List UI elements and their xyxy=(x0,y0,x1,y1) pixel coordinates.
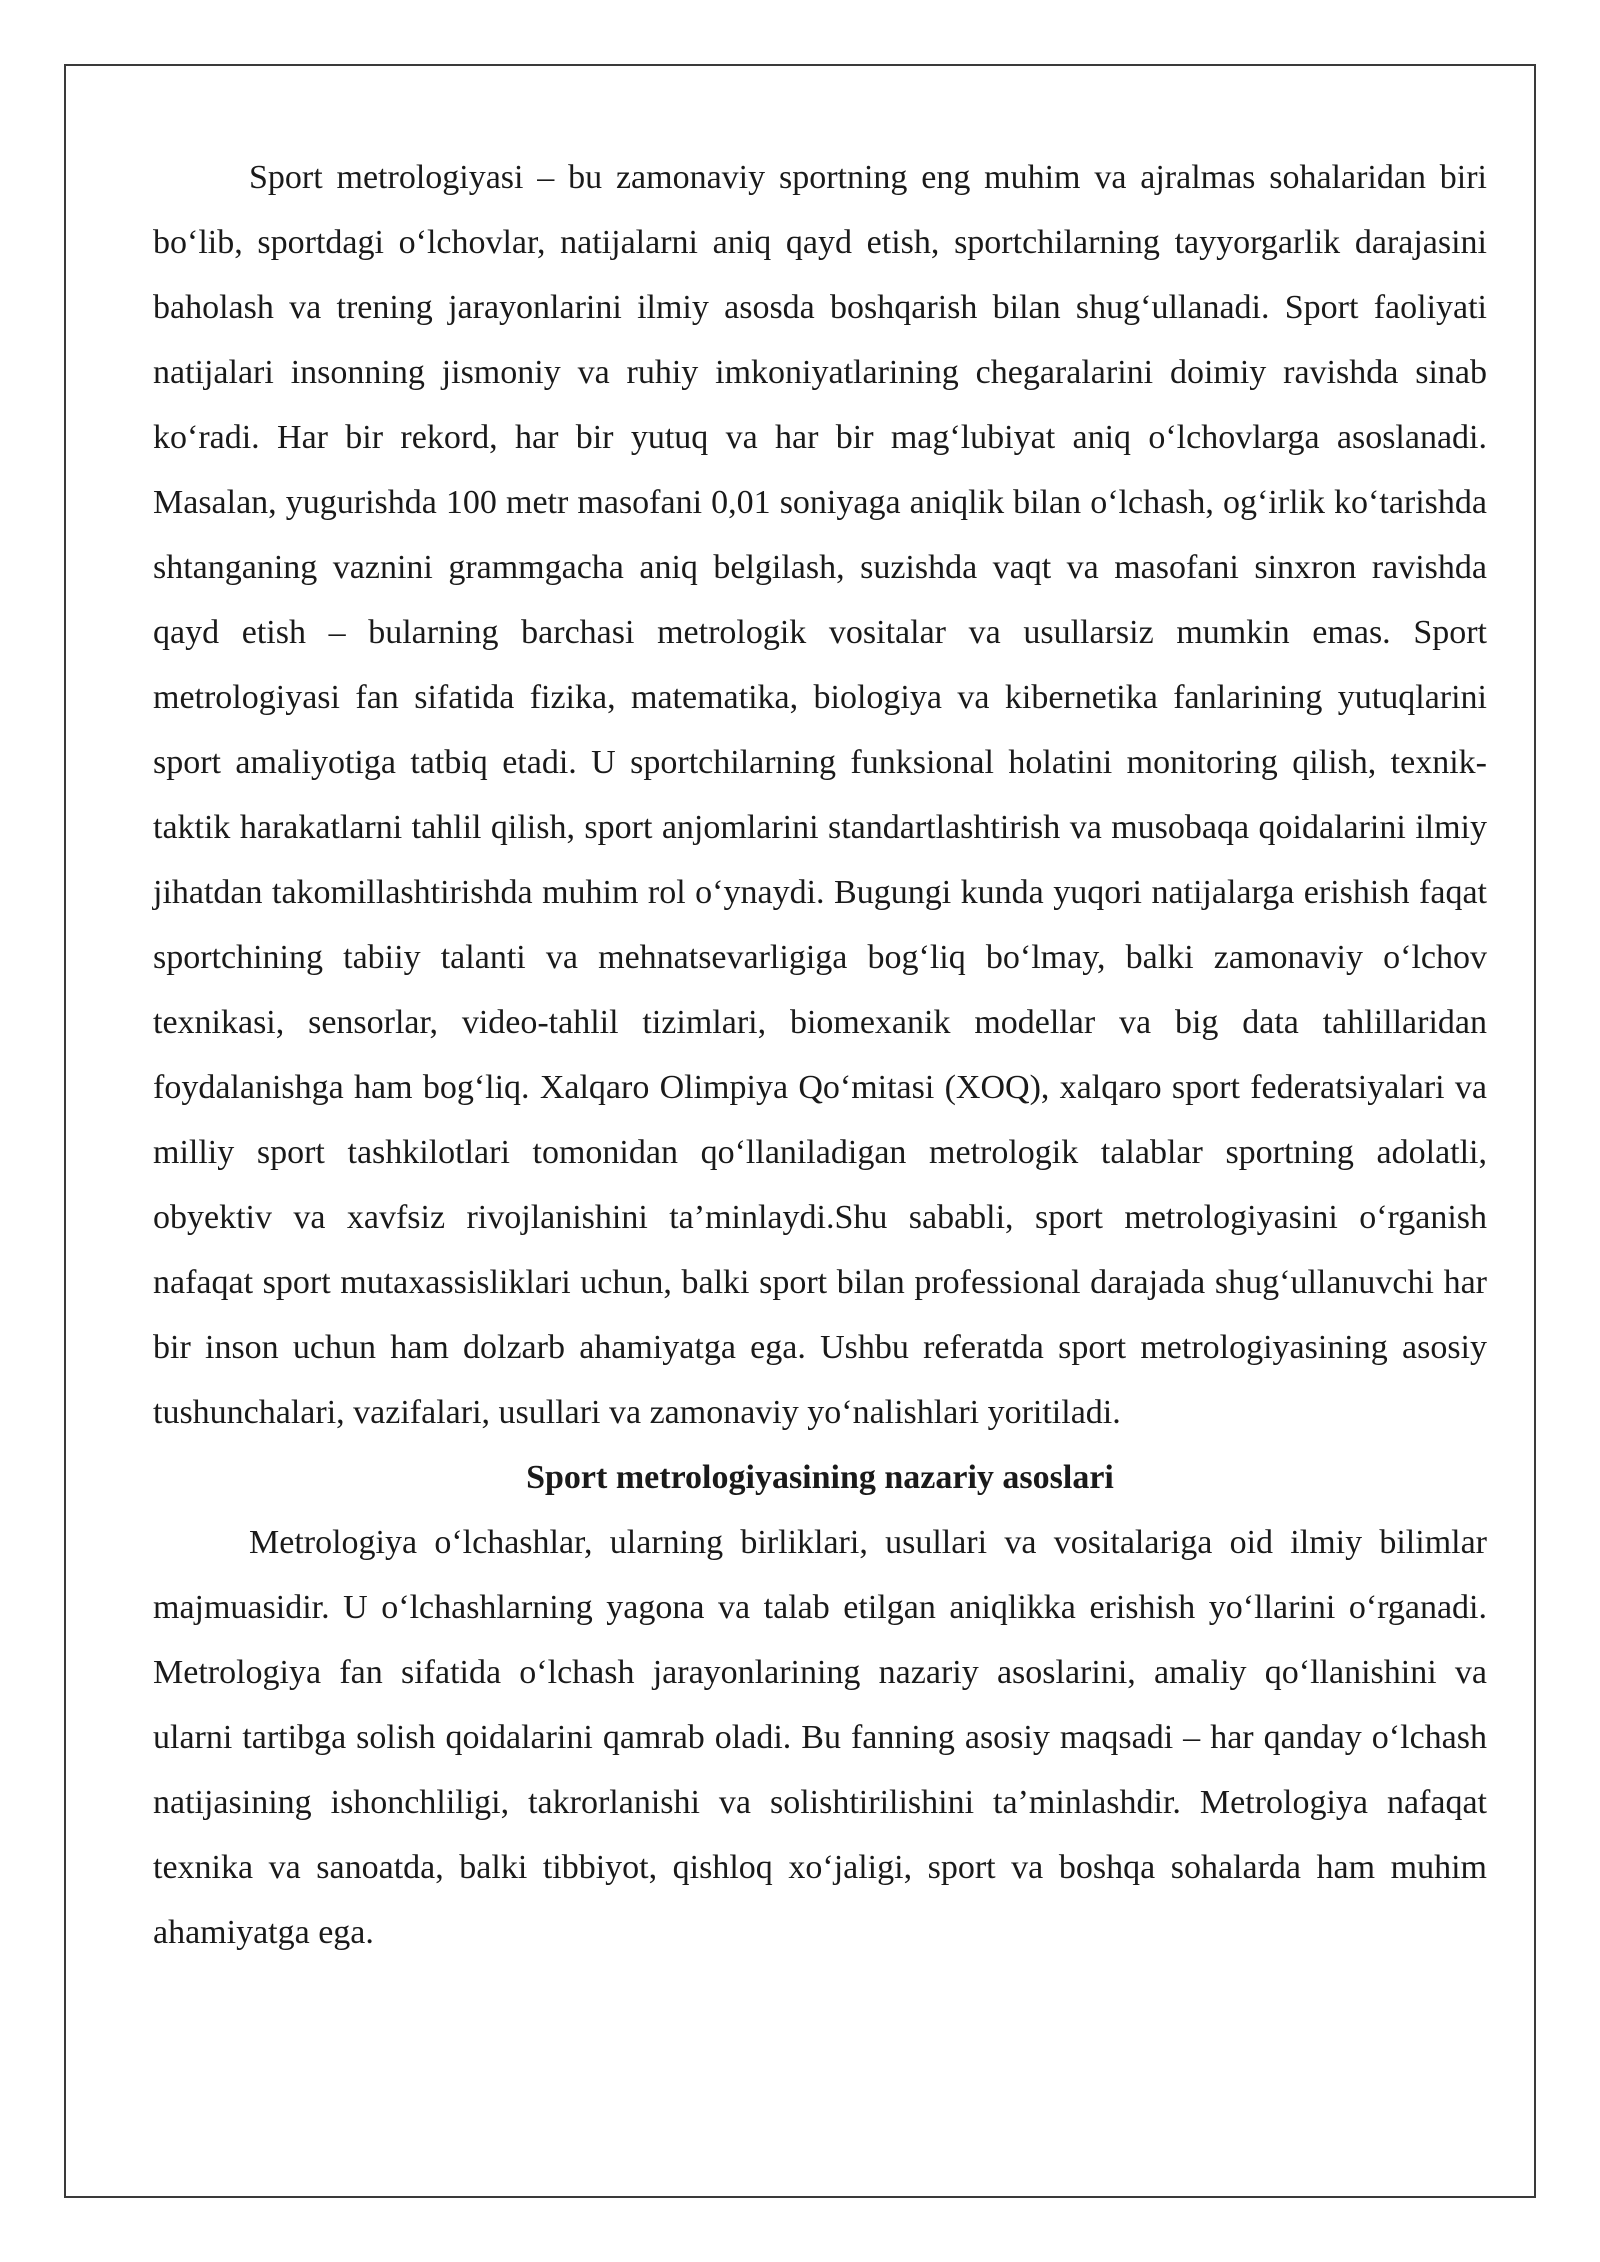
intro-paragraph: Sport metrologiyasi – bu zamonaviy sportning eng muhim va ajralmas sohalaridan biri bo‘lib, sportdagi o‘lchovlar, natijalarni aniq qayd etish, sportchilarning tayyorgarlik darajasini baholash va trening jarayonlarini ilmiy asosda boshqarish bilan shug‘ullanadi. Sport faoliyati natijalari insonning jismoniy va ruhiy imkoniyatlarining chegaralarini doimiy ravishda sinab ko‘radi. Har bir rekord, har bir yutuq va har bir mag‘lubiyat aniq o‘lchovlarga asoslanadi. Masalan, yugurishda 100 metr masofani 0,01 soniyaga aniqlik bilan o‘lchash, og‘irlik ko‘tarishda shtanganing vaznini grammgacha aniq belgilash, suzishda vaqt va masofani sinxron ravishda qayd etish – bularning barchasi metrologik vositalar va usullarsiz mumkin emas. Sport metrologiyasi fan sifatida fizika, matematika, biologiya va kibernetika fanlarining yutuqlarini sport amaliyotiga tatbiq etadi. U sportchilarning funksional holatini monitoring qilish, texnik-taktik harakatlarni tahlil qilish, sport anjomlarini standartlashtirish va musobaqa qoidalarini ilmiy jihatdan takomillashtirishda muhim rol o‘ynaydi. Bugungi kunda yuqori natijalarga erishish faqat sportchining tabiiy talanti va mehnatsevarligiga bog‘liq bo‘lmay, balki zamonaviy o‘lchov texnikasi, sensorlar, video-tahlil tizimlari, biomexanik modellar va big data tahlillaridan foydalanishga ham bog‘liq. Xalqaro Olimpiya Qo‘mitasi (XOQ), xalqaro sport federatsiyalari va milliy sport tashkilotlari tomonidan qo‘llaniladigan metrologik talablar sportning adolatli, obyektiv va xavfsiz rivojlanishini ta’minlaydi.Shu sababli, sport metrologiyasini o‘rganish nafaqat sport mutaxassisliklari uchun, balki sport bilan professional darajada shug‘ullanuvchi har bir inson uchun ham dolzarb ahamiyatga ega. Ushbu referatda sport metrologiyasining asosiy tushunchalari, vazifalari, usullari va zamonaviy yo‘nalishlari yoritiladi. xyxy=(153,159,1487,1431)
section-paragraph: Metrologiya o‘lchashlar, ularning birliklari, usullari va vositalariga oid ilmiy bilimlar majmuasidir. U o‘lchashlarning yagona va talab etilgan aniqlikka erishish yo‘llarini o‘rganadi. Metrologiya fan sifatida o‘lchash jarayonlarining nazariy asoslarini, amaliy qo‘llanishini va ularni tartibga solish qoidalarini qamrab oladi. Bu fanning asosiy maqsadi – har qanday o‘lchash natijasining ishonchliligi, takrorlanishi va solishtirilishini ta’minlashdir. Metrologiya nafaqat texnika va sanoatda, balki tibbiyot, qishloq xo‘jaligi, sport va boshqa sohalarda ham muhim ahamiyatga ega. xyxy=(153,1524,1487,1951)
section-heading: Sport metrologiyasining nazariy asoslari xyxy=(526,1459,1114,1496)
document-body xyxy=(153,145,1487,1965)
